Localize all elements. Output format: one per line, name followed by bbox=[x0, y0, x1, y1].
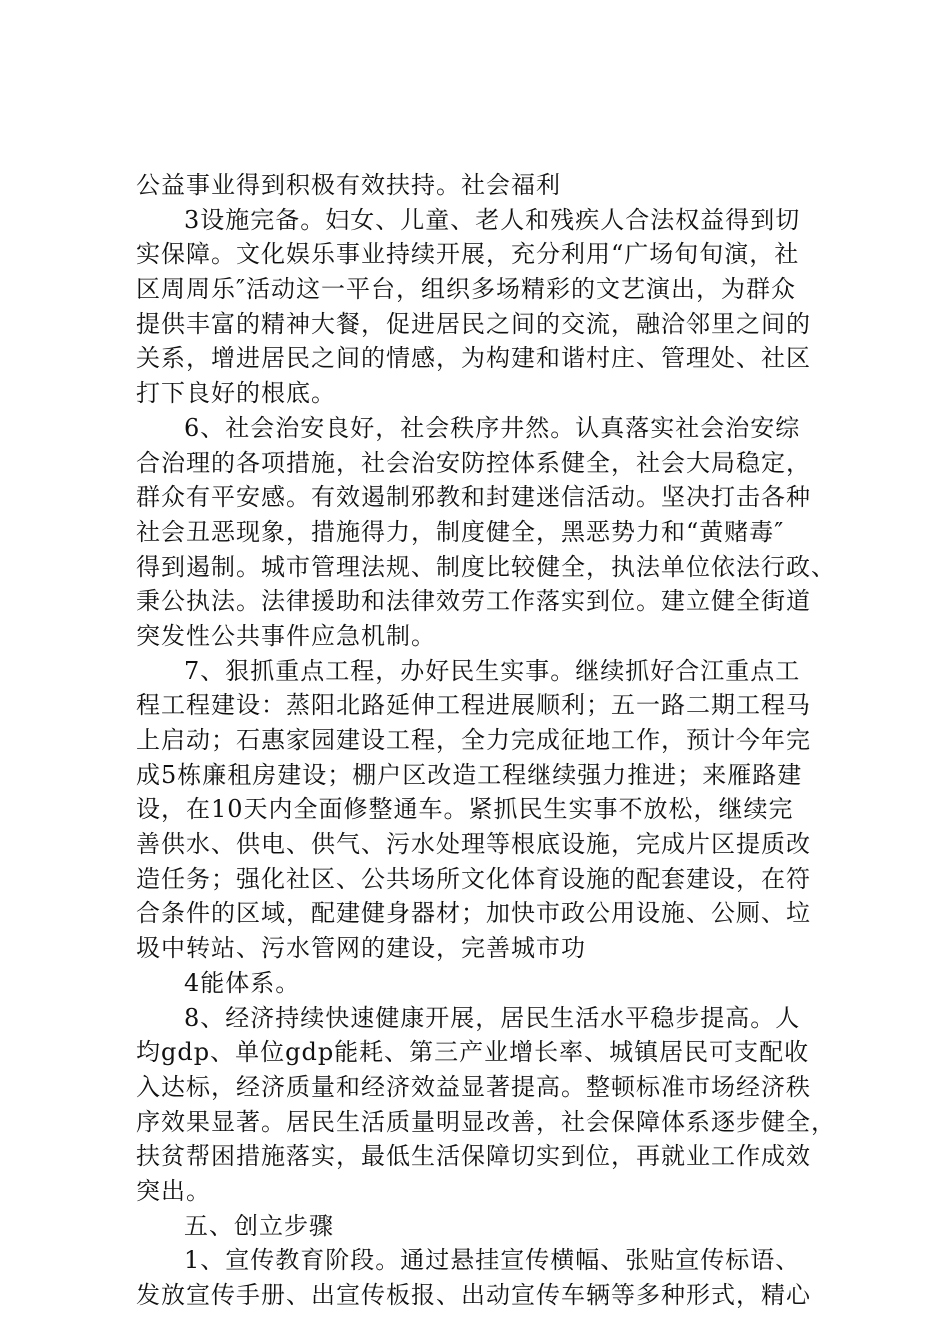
text-line: 合条件的区域，配建健身器材；加快市政公用设施、公厕、垃 bbox=[136, 899, 811, 928]
text-line: 扶贫帮困措施落实，最低生活保障切实到位，再就业工作成效 bbox=[136, 1142, 811, 1171]
document-body bbox=[136, 168, 836, 1313]
text-line: 发放宣传手册、出宣传板报、出动宣传车辆等多种形式，精心 bbox=[136, 1281, 811, 1309]
text-line: 社会丑恶现象，措施得力，制度健全，黑恶势力和“黄赌毒″ bbox=[136, 517, 785, 546]
text-line: 五、创立步骤 bbox=[184, 1211, 334, 1240]
text-line: 突出。 bbox=[136, 1176, 211, 1205]
text-line: 秉公执法。法律援助和法律效劳工作落实到位。建立健全街道 bbox=[136, 587, 811, 616]
text-line: 入达标，经济质量和经济效益显著提高。整顿标准市场经济秩 bbox=[136, 1072, 811, 1101]
text-line: 4能体系。 bbox=[184, 968, 301, 997]
text-line: 区周周乐″活动这一平台，组织多场精彩的文艺演出，为群众 bbox=[136, 275, 796, 304]
text-line: 造任务；强化社区、公共场所文化体育设施的配套建设，在符 bbox=[136, 864, 811, 893]
text-line: 群众有平安感。有效遏制邪教和封建迷信活动。坚决打击各种 bbox=[136, 483, 811, 512]
text-line: 8、经济持续快速健康开展，居民生活水平稳步提高。人 bbox=[184, 1003, 801, 1032]
text-line: 提供丰富的精神大餐，促进居民之间的交流，融洽邻里之间的 bbox=[136, 309, 811, 338]
text-line: 上启动；石惠家园建设工程，全力完成征地工作，预计今年完 bbox=[136, 726, 811, 754]
text-line: 1、宣传教育阶段。通过悬挂宣传横幅、张贴宣传标语、 bbox=[184, 1246, 801, 1275]
text-line: 善供水、供电、供气、污水处理等根底设施，完成片区提质改 bbox=[136, 830, 811, 859]
text-line: 得到遏制。城市管理法规、制度比较健全，执法单位依法行政、 bbox=[136, 552, 836, 581]
text-line: 圾中转站、污水管网的建设，完善城市功 bbox=[136, 934, 586, 963]
text-line: 程工程建设：蒸阳北路延伸工程进展顺利；五一路二期工程马 bbox=[136, 691, 811, 720]
text-line: 6、社会治安良好，社会秩序井然。认真落实社会治安综 bbox=[184, 413, 801, 442]
text-line: 设，在10天内全面修整通车。紧抓民生实事不放松，继续完 bbox=[136, 795, 794, 824]
text-line: 成5栋廉租房建设；棚户区改造工程继续强力推进；来雁路建 bbox=[136, 760, 803, 789]
text-line: 合治理的各项措施，社会治安防控体系健全，社会大局稳定， bbox=[136, 448, 811, 477]
text-line: 公益事业得到积极有效扶持。社会福利 bbox=[136, 171, 561, 199]
text-line: 突发性公共事件应急机制。 bbox=[136, 621, 436, 650]
text-line: 3设施完备。妇女、儿童、老人和残疾人合法权益得到切 bbox=[184, 205, 801, 234]
text-line: 打下良好的根底。 bbox=[136, 379, 336, 408]
text-line: 序效果显著。居民生活质量明显改善，社会保障体系逐步健全， bbox=[136, 1107, 836, 1136]
text-line: 均gdp、单位gdp能耗、第三产业增长率、城镇居民可支配收 bbox=[136, 1038, 810, 1067]
text-line: 7、狠抓重点工程，办好民生实事。继续抓好合江重点工 bbox=[184, 656, 801, 685]
text-line: 实保障。文化娱乐事业持续开展，充分利用“广场旬旬演，社 bbox=[136, 240, 800, 269]
text-line: 关系，增进居民之间的情感，为构建和谐村庄、管理处、社区 bbox=[136, 344, 811, 373]
